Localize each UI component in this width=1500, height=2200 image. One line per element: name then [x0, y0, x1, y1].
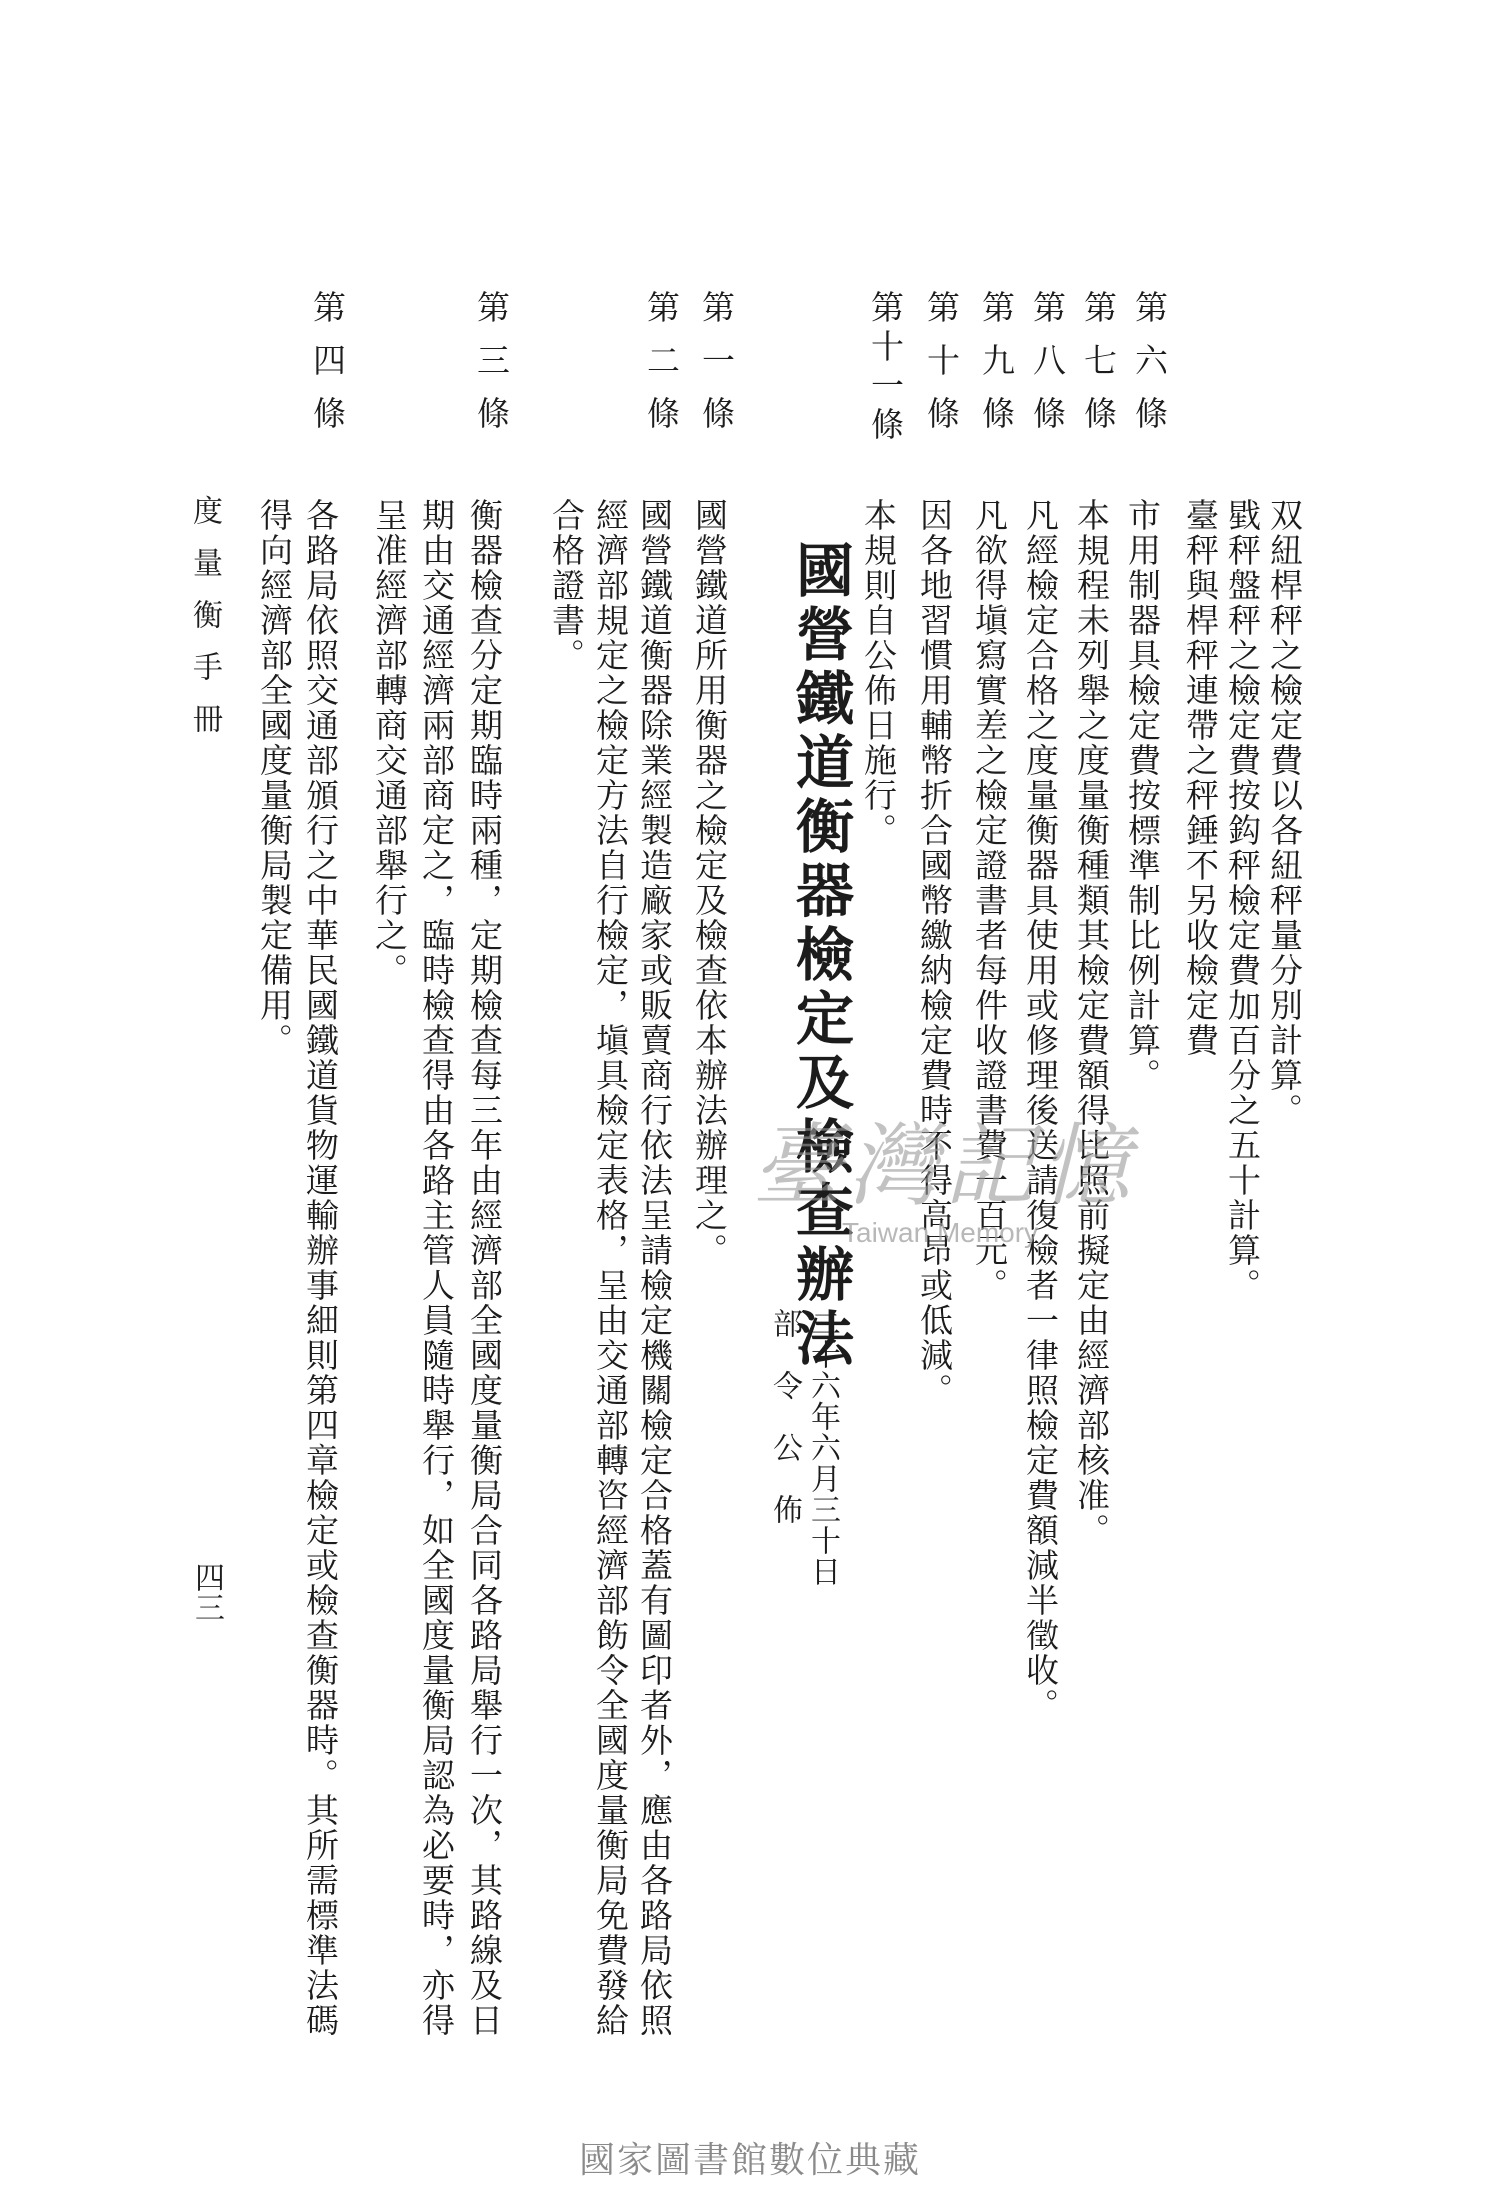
- svg-text:臺灣記憶: 臺灣記憶: [752, 1114, 1136, 1219]
- document-title: 國營鐵道衡器檢定及檢查辦法: [786, 540, 854, 1372]
- article-label: 第九條: [977, 290, 1016, 449]
- article-text: 凡欲得塡寫實差之檢定證書者每件收證書費一百元。: [970, 498, 1009, 1303]
- article-label: 第四條: [308, 290, 347, 449]
- article-text: 合格證書。: [547, 498, 586, 673]
- article-text: 市用制器具檢定費按標準制比例計算。: [1123, 498, 1162, 1093]
- article-text: 期由交通經濟兩部商定之，臨時檢查得由各路主管人員隨時舉行，如全國度量衡局認為必要時，亦得: [417, 498, 456, 2038]
- article-label: 第二條: [642, 290, 681, 449]
- article-text: 呈准經濟部轉商交通部舉行之。: [370, 498, 409, 988]
- continuation-line: 戥秤盤秤之檢定費按鈎秤檢定費加百分之五十計算。: [1223, 498, 1262, 1303]
- article-text: 本規程未列舉之度量衡種類其檢定費額得比照前擬定由經濟部核准。: [1072, 498, 1111, 1548]
- article-label: 第十條: [922, 290, 961, 449]
- promulgation-date: 二十六年六月三十日: [805, 1308, 840, 1587]
- continuation-line: 双紐桿秤之檢定費以各紐秤量分別計算。: [1265, 498, 1304, 1128]
- article-text: 本規則自公佈日施行。: [859, 498, 898, 848]
- article-label: 第十一條: [866, 290, 905, 446]
- archive-footer: 國家圖書館數位典藏: [578, 2140, 921, 2181]
- article-text: 因各地習慣用輔幣折合國幣繳納檢定費時不得高昂或低減。: [915, 498, 954, 1408]
- page-number: 四三: [189, 1562, 224, 1622]
- continuation-line: 臺秤與桿秤連帶之秤錘不另收檢定費: [1181, 498, 1220, 1058]
- article-label: 第六條: [1130, 290, 1169, 449]
- article-text: 國營鐵道所用衡器之檢定及檢查依本辦法辦理之。: [690, 498, 729, 1268]
- watermark-logo: [732, 1102, 1212, 1252]
- article-label: 第一條: [697, 290, 736, 449]
- article-text: 得向經濟部全國度量衡局製定備用。: [255, 498, 294, 1058]
- article-label: 第三條: [472, 290, 511, 449]
- article-text: 經濟部規定之檢定方法自行檢定，塡具檢定表格，呈由交通部轉咨經濟部飭令全國度量衡局免費發給: [591, 498, 630, 2038]
- article-label: 第七條: [1079, 290, 1118, 449]
- svg-text:Taiwan Memory: Taiwan Memory: [842, 1217, 1039, 1248]
- article-label: 第八條: [1028, 290, 1067, 449]
- running-head: 度量衡手冊: [187, 495, 222, 755]
- article-text: 國營鐵道衡器除業經製造廠家或販賣商行依法呈請檢定機關檢定合格蓋有圖印者外，應由各路局依照: [635, 498, 674, 2038]
- article-text: 凡經檢定合格之度量衡器具使用或修理後送請復檢者一律照檢定費額減半徵收。: [1021, 498, 1060, 1723]
- article-text: 各路局依照交通部頒行之中華民國鐵道貨物運輸辦事細則第四章檢定或檢查衡器時。其所需標準法碼: [301, 498, 340, 2038]
- article-text: 衡器檢查分定期臨時兩種，定期檢查每三年由經濟部全國度量衡局合同各路局舉行一次，其路線及日: [465, 498, 504, 2038]
- promulgation-authority: 部 令 公 佈: [767, 1308, 802, 1525]
